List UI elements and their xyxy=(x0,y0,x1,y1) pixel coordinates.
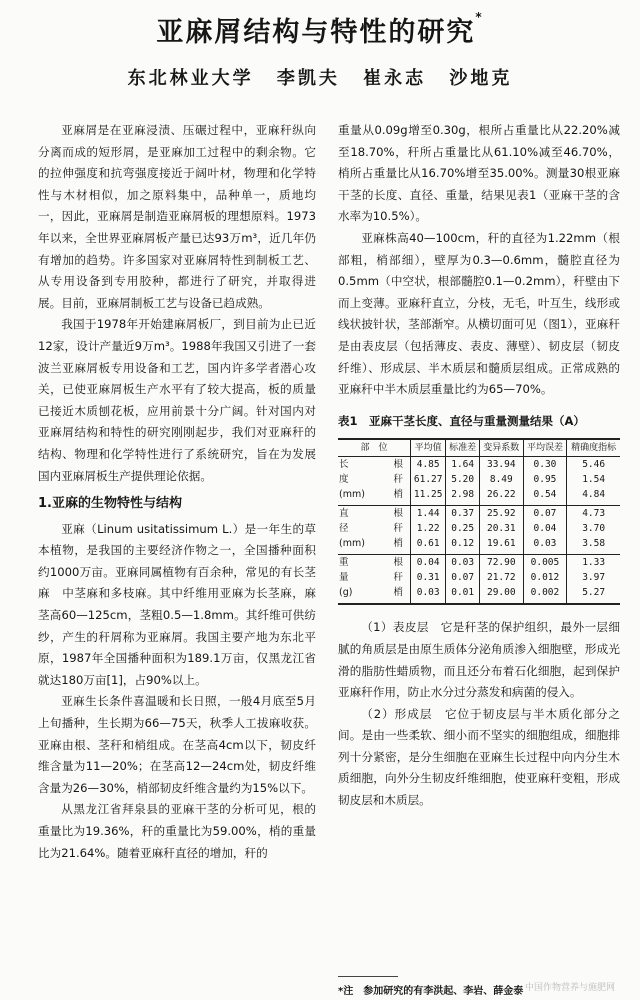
paragraph: 从黑龙江省拜泉县的亚麻干茎的分析可见，根的重量比为19.36%，秆的重量比为59.00%，梢的重量比为21.64%。随着亚麻秆直径的增加，秆的 xyxy=(38,802,316,860)
table-row xyxy=(338,472,620,487)
table-cell: 0.07 xyxy=(523,506,567,522)
table-cell: 1.22 xyxy=(411,521,446,536)
table-cell: 0.12 xyxy=(446,536,480,555)
paragraph: （1）表皮层 它是秆茎的保护组织，最外一层细腻的角质层是由原生质体分泌角质渗入细胞壁，形成光滑的脂肪性蜡质物，而且还分布着石化细胞，起到保护亚麻秆作用，防止水分过分蒸发和病菌的侵入。 xyxy=(338,620,620,700)
table-header: 平均误差 xyxy=(523,439,567,457)
paragraph: 重量从0.09g增至0.30g，根所占重量比从22.20%减至18.70%，秆所占重量比从61.10%减至46.70%，梢所占重量比从16.70%增至35.00%。测量30根亚麻干茎的长度、直径、重量，结果见表1（亚麻干茎的含水率为10.5%）。 xyxy=(338,123,620,224)
quantity-label: 直 xyxy=(339,508,349,520)
part-label: 根 xyxy=(393,557,403,569)
table-header: 精确度指标 xyxy=(567,439,620,457)
quantity-label: 重 xyxy=(339,557,349,569)
table-cell: 1.54 xyxy=(567,472,620,487)
row-label xyxy=(338,555,411,571)
paragraph: 亚麻生长条件喜温暖和长日照，一般4月底至5月上旬播种，生长期为66—75天，秋季人工拔麻收获。亚麻由根、茎秆和梢组成。在茎高4cm以下，韧皮纤维含量为11—20%；在茎高12—24cm处，韧皮纤维含量为26—30%，梢部韧皮纤维含量约为15%以下。 xyxy=(38,694,316,795)
table-cell: 4.73 xyxy=(567,506,620,522)
quantity-label: 量 xyxy=(339,572,349,584)
measurement-table xyxy=(338,438,620,605)
table-cell: 4.84 xyxy=(567,487,620,506)
footnote-rule xyxy=(338,976,398,977)
row-label xyxy=(338,536,411,555)
table-cell: 0.25 xyxy=(446,521,480,536)
table-cell: 1.33 xyxy=(567,555,620,571)
table-cell: 3.97 xyxy=(567,570,620,585)
part-label: 根 xyxy=(393,508,403,520)
paragraph: 我国于1978年开始建麻屑板厂，到目前为止已近12家，设计产量近9万m³。1988年我国又引进了一套波兰亚麻屑板专用设备和工艺，国内许多学者潜心攻关，已使亚麻屑板生产水平有了较大提高，板的质量已接近木质刨花板，应用前景十分广阔。针对国内对亚麻屑结构和特性的研究刚刚起步，我们对亚麻秆的结构、物理和化学特性进行了系统研究，旨在为发展国内亚麻屑板生产提供理论依据。 xyxy=(38,317,316,483)
table-cell: 3.58 xyxy=(567,536,620,555)
watermark: 中国作物营养与施肥网 xyxy=(525,983,616,993)
table-cell: 4.85 xyxy=(411,457,446,473)
part-label: 梢 xyxy=(393,489,403,501)
table-caption: 表1 亚麻干茎长度、直径与重量测量结果（A） xyxy=(338,413,585,428)
table-cell: 5.20 xyxy=(446,472,480,487)
table-cell: 61.27 xyxy=(411,472,446,487)
paragraph: （2）形成层 它位于韧皮层与半木质化部分之间。是由一些柔软、细小而不坚实的细胞组成，细胞排列十分紧密，是分生细胞在亚麻生长过程中向内分生木质细胞，向外分生韧皮纤维细胞，使亚麻秆变粗，形成韧皮层和木质层。 xyxy=(338,706,620,808)
table-cell: 20.31 xyxy=(479,521,523,536)
table-header: 标准差 xyxy=(446,439,480,457)
table-cell: 0.012 xyxy=(523,570,567,585)
table-header: 变异系数 xyxy=(479,439,523,457)
quantity-label: (mm) xyxy=(339,489,365,501)
part-label: 秆 xyxy=(393,474,403,486)
table-cell: 19.61 xyxy=(479,536,523,555)
section-heading: 1.亚麻的生物特性与结构 xyxy=(38,496,182,512)
part-label: 根 xyxy=(393,459,403,471)
footnote: *注 参加研究的有李洪起、李岩、薛金泰 xyxy=(338,986,524,997)
table-row xyxy=(338,457,620,473)
table-cell: 0.04 xyxy=(411,555,446,571)
paragraph: 亚麻（Linum usitatissimum L.）是一年生的草本植物，是我国的主要经济作物之一，全国播种面积约1000万亩。亚麻同属植物有百余种，常见的有长茎麻 中茎麻和多枝麻。其中纤维用亚麻为长茎麻，麻茎高60—125cm，茎粗0.5—1.8mm。其纤维可供纺纱，产生的秆屑称为亚麻屑。我国主要产地为东北平原，1987年全国播种面积为189.1万亩，仅黑龙江省就达180万亩[1]，占90%以上。 xyxy=(38,521,316,687)
paragraph: 亚麻屑是在亚麻浸渍、压碾过程中，亚麻秆纵向分离而成的短形屑，是亚麻加工过程中的剩余物。它的拉伸强度和抗弯强度接近于阔叶材，物理和化学特性与木材相似，加之原料集中，品种单一，质地均一，因此，亚麻屑是制造亚麻屑板的理想原料。1973年以来，全世界亚麻屑板产量已达93万m³，近几年仍有增加的趋势。许多国家对亚麻屑特性到制板工艺、从专用设备到专用胶种，都进行了研究，并取得进展。目前，亚麻屑制板工艺与设备已趋成熟。 xyxy=(38,123,316,310)
title-footnote-mark: * xyxy=(475,10,484,24)
table-cell: 0.04 xyxy=(523,521,567,536)
table-cell: 1.64 xyxy=(446,457,480,473)
part-label: 梢 xyxy=(393,538,403,550)
table-cell: 21.72 xyxy=(479,570,523,585)
part-label: 秆 xyxy=(393,572,403,584)
table-row xyxy=(338,555,620,571)
table-cell: 8.49 xyxy=(479,472,523,487)
table-header: 平均值 xyxy=(411,439,446,457)
table-cell: 72.90 xyxy=(479,555,523,571)
table-row xyxy=(338,570,620,585)
table-cell: 0.30 xyxy=(523,457,567,473)
table-cell: 5.27 xyxy=(567,585,620,604)
quantity-label: 径 xyxy=(339,523,349,535)
left-column xyxy=(38,120,316,864)
table-row xyxy=(338,487,620,506)
page-title: 亚麻屑结构与特性的研究* xyxy=(156,10,484,48)
table-header: 部 位 xyxy=(338,439,411,457)
table-cell: 0.31 xyxy=(411,570,446,585)
table-cell: 29.00 xyxy=(479,585,523,604)
table-cell: 1.44 xyxy=(411,506,446,522)
part-label: 秆 xyxy=(393,523,403,535)
table-row xyxy=(338,585,620,604)
row-label xyxy=(338,521,411,536)
quantity-label: (mm) xyxy=(339,538,365,550)
table-cell: 0.002 xyxy=(523,585,567,604)
table-cell: 2.98 xyxy=(446,487,480,506)
table-row xyxy=(338,506,620,522)
table-row xyxy=(338,536,620,555)
table-cell: 26.22 xyxy=(479,487,523,506)
paragraph: 亚麻株高40—100cm，秆的直径为1.22mm（根部粗，梢部细），壁厚为0.3—0.6mm，髓腔直径为0.5mm（中空状，根部髓腔0.1—0.2mm），秆壁由下而上变薄。亚麻秆直立，分枝，无毛，叶互生，线形或线状披针状，茎部渐窄。从横切面可见（图1），亚麻秆是由表皮层（包括薄皮、表皮、薄壁）、韧皮层（韧皮纤维）、形成层、半木质层和髓质层组成。正常成熟的亚麻秆中半木质层重量比约为65—70%。 xyxy=(338,230,620,397)
table-cell: 0.61 xyxy=(411,536,446,555)
table-cell: 0.37 xyxy=(446,506,480,522)
table-cell: 0.54 xyxy=(523,487,567,506)
table-cell: 5.46 xyxy=(567,457,620,473)
table-cell: 0.07 xyxy=(446,570,480,585)
part-label: 梢 xyxy=(393,587,403,599)
quantity-label: (g) xyxy=(339,587,353,599)
table-cell: 0.95 xyxy=(523,472,567,487)
table-cell: 3.70 xyxy=(567,521,620,536)
table-cell: 0.03 xyxy=(523,536,567,555)
row-label xyxy=(338,472,411,487)
table-cell: 0.005 xyxy=(523,555,567,571)
table-row xyxy=(338,521,620,536)
table-cell: 33.94 xyxy=(479,457,523,473)
table-cell: 11.25 xyxy=(411,487,446,506)
quantity-label: 度 xyxy=(339,474,349,486)
row-label xyxy=(338,487,411,506)
right-column xyxy=(338,120,620,812)
row-label xyxy=(338,506,411,522)
table-body xyxy=(338,457,620,605)
table-cell: 0.03 xyxy=(446,555,480,571)
byline: 东北林业大学 李凯夫 崔永志 沙地克 xyxy=(127,68,513,89)
row-label xyxy=(338,570,411,585)
row-label xyxy=(338,457,411,473)
table-cell: 25.92 xyxy=(479,506,523,522)
row-label xyxy=(338,585,411,604)
quantity-label: 长 xyxy=(339,459,349,471)
table-cell: 0.01 xyxy=(446,585,480,604)
table-cell: 0.03 xyxy=(411,585,446,604)
